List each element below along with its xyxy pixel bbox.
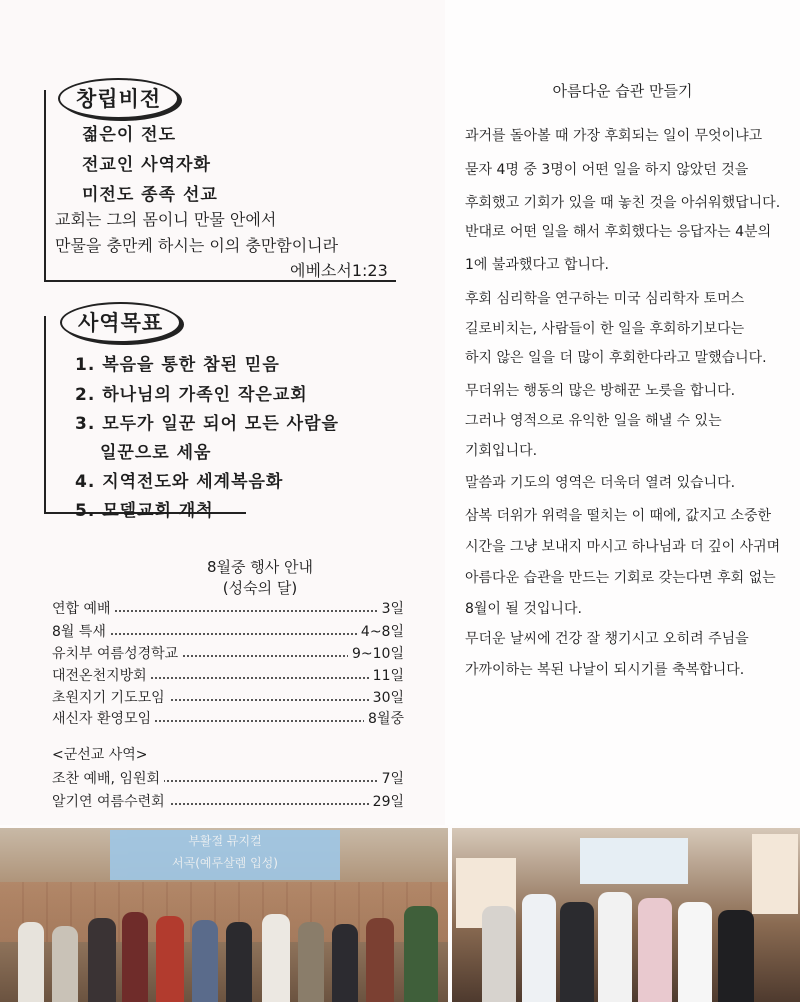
goals-border-left — [44, 316, 46, 512]
article-line: 후회 심리학을 연구하는 미국 심리학자 토머스 — [465, 291, 745, 307]
vision-item-2: 전교인 사역자화 — [82, 155, 211, 175]
banner-line-2: 서곡(예루살렘 입성) — [172, 856, 278, 870]
event-name: 대전온천지방회 — [52, 665, 151, 685]
event-name: 새신자 환영모임 — [52, 708, 155, 728]
article-line: 후회했고 기회가 있을 때 놓친 것을 아쉬워했답니다. — [465, 195, 781, 211]
event-name: 초원지기 기도모임 — [52, 687, 169, 707]
cast-member — [298, 922, 324, 1002]
goal-item-2: 2. 하나님의 가족인 작은교회 — [75, 385, 308, 405]
goals-title: 사역목표 — [60, 302, 181, 343]
vision-title: 창립비전 — [58, 78, 179, 119]
event-date: 7일 — [378, 768, 404, 788]
celebration-photo — [452, 828, 800, 1002]
article-line: 8월이 될 것입니다. — [465, 601, 582, 617]
article-line: 길로비치는, 사람들이 한 일을 후회하기보다는 — [465, 321, 745, 337]
vision-item-3: 미전도 종족 선교 — [82, 185, 218, 205]
event-name: 8월 특새 — [52, 621, 110, 641]
event-row — [52, 598, 404, 618]
mission-heading: <군선교 사역> — [52, 747, 148, 763]
goal-item-3: 3. 모두가 일꾼 되어 모든 사람을 — [75, 414, 339, 434]
plant — [404, 906, 438, 1002]
cast-member — [52, 926, 78, 1002]
event-row — [52, 791, 404, 811]
article-title: 아름다운 습관 만들기 — [552, 82, 693, 100]
event-name: 유치부 여름성경학교 — [52, 643, 182, 663]
article-line: 말씀과 기도의 영역은 더욱더 열려 있습니다. — [465, 475, 736, 491]
article-line: 하지 않은 일을 더 많이 후회한다라고 말했습니다. — [465, 350, 767, 366]
person — [598, 892, 632, 1002]
event-date: 9~10일 — [348, 643, 404, 663]
event-name: 연합 예배 — [52, 598, 115, 618]
verse-reference: 에베소서1:23 — [290, 261, 388, 280]
person — [522, 894, 556, 1002]
person — [482, 906, 516, 1002]
event-date: 30일 — [369, 687, 404, 707]
goal-item-4: 4. 지역전도와 세계복음화 — [75, 472, 284, 492]
event-name: 알기연 여름수련회 — [52, 791, 169, 811]
article-line: 아름다운 습관을 만드는 기회로 갖는다면 후회 없는 — [465, 570, 776, 586]
cast-member — [366, 918, 394, 1002]
cast-member — [18, 922, 44, 1002]
article-line: 묻자 4명 중 3명이 어떤 일을 하지 않았던 것을 — [465, 162, 749, 178]
event-row — [52, 643, 404, 663]
cast-member — [156, 916, 184, 1002]
banner-line-1: 부활절 뮤지컬 — [188, 834, 262, 848]
event-row — [52, 687, 404, 707]
article-line: 시간을 그냥 보내지 마시고 하나님과 더 깊이 사귀며 — [465, 539, 781, 555]
event-date: 8월중 — [364, 708, 404, 728]
vision-item-1: 젊은이 전도 — [82, 125, 177, 145]
person — [718, 910, 754, 1002]
vision-border-left — [44, 90, 46, 280]
person — [560, 902, 594, 1002]
goal-item-3-cont: 일꾼으로 세움 — [100, 443, 212, 463]
event-row — [52, 621, 404, 641]
goal-item-5: 5. 모델교회 개척 — [75, 501, 214, 521]
right-column — [445, 0, 800, 825]
article-line: 과거를 돌아볼 때 가장 후회되는 일이 무엇이냐고 — [465, 128, 763, 144]
cast-member — [226, 922, 252, 1002]
event-row — [52, 708, 404, 728]
event-row — [52, 665, 404, 685]
person — [638, 898, 672, 1002]
event-date: 3일 — [378, 598, 404, 618]
cast-member — [192, 920, 218, 1002]
article-line: 기회입니다. — [465, 443, 538, 459]
left-column — [0, 0, 445, 825]
verse-line-2: 만물을 충만케 하시는 이의 충만함이니라 — [55, 236, 339, 255]
musical-banner — [110, 830, 340, 880]
projection-screen — [580, 838, 688, 884]
poster — [752, 834, 798, 914]
events-title: 8월중 행사 안내 — [206, 558, 314, 576]
article-line: 가까이하는 복된 나날이 되시기를 축복합니다. — [465, 662, 745, 678]
goal-item-1: 1. 복음을 통한 참된 믿음 — [75, 355, 280, 375]
events-subtitle: (성숙의 달) — [222, 579, 298, 597]
event-date: 4~8일 — [357, 621, 404, 641]
event-date: 29일 — [369, 791, 404, 811]
cast-member — [122, 912, 148, 1002]
musical-photo — [0, 828, 448, 1002]
event-name: 조찬 예배, 임원회 — [52, 768, 164, 788]
article-line: 1에 불과했다고 합니다. — [465, 257, 609, 273]
verse-line-1: 교회는 그의 몸이니 만물 안에서 — [55, 210, 277, 229]
cast-member — [88, 918, 116, 1002]
article-line: 삼복 더위가 위력을 떨치는 이 때에, 값지고 소중한 — [465, 508, 772, 524]
cast-member — [332, 924, 358, 1002]
article-line: 무더위는 행동의 많은 방해꾼 노릇을 합니다. — [465, 383, 736, 399]
article-line: 무더운 날씨에 건강 잘 챙기시고 오히려 주님을 — [465, 631, 749, 647]
article-line: 그러나 영적으로 유익한 일을 해낼 수 있는 — [465, 413, 722, 429]
event-row — [52, 768, 404, 788]
event-date: 11일 — [369, 665, 404, 685]
article-line: 반대로 어떤 일을 해서 후회했다는 응답자는 4분의 — [465, 224, 772, 240]
person — [678, 902, 712, 1002]
cast-member — [262, 914, 290, 1002]
